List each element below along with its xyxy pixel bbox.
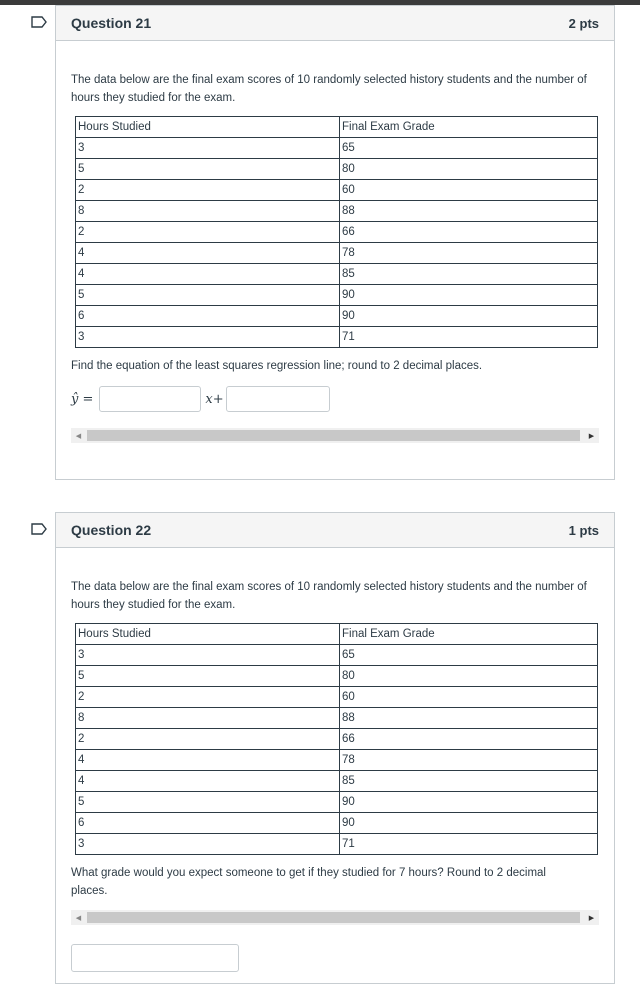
table-row: [76, 792, 598, 813]
cell-grade: 78: [340, 243, 598, 264]
table-row: [76, 666, 598, 687]
cell-hours: 2: [76, 180, 340, 201]
answer-input[interactable]: [71, 944, 239, 972]
header-grade: Final Exam Grade: [340, 624, 598, 645]
cell-grade: 65: [340, 645, 598, 666]
cell-grade: 60: [340, 180, 598, 201]
regression-equation: [71, 384, 599, 414]
cell-hours: 4: [76, 750, 340, 771]
table-header-row: [76, 117, 598, 138]
scroll-left-arrow-icon[interactable]: ◀: [75, 914, 82, 922]
question-prompt: What grade would you expect someone to get if they studied for 7 hours? Round to 2 decimal places.: [71, 867, 546, 897]
scrollbar-thumb[interactable]: [87, 912, 580, 923]
cell-grade: 85: [340, 264, 598, 285]
cell-hours: 5: [76, 792, 340, 813]
cell-hours: 6: [76, 306, 340, 327]
table-row: [76, 180, 598, 201]
data-table: [75, 116, 598, 348]
cell-hours: 4: [76, 771, 340, 792]
question-prompt: Find the equation of the least squares regression line; round to 2 decimal places.: [71, 360, 483, 372]
question-points: 1 pts: [568, 522, 599, 538]
cell-grade: 88: [340, 708, 598, 729]
cell-grade: 66: [340, 729, 598, 750]
cell-grade: 78: [340, 750, 598, 771]
table-header-row: [76, 624, 598, 645]
cell-grade: 85: [340, 771, 598, 792]
question-points: 2 pts: [568, 15, 599, 31]
cell-hours: 2: [76, 222, 340, 243]
header-grade: Final Exam Grade: [340, 117, 598, 138]
flag-question-icon[interactable]: [31, 523, 47, 535]
cell-hours: 6: [76, 813, 340, 834]
cell-grade: 80: [340, 666, 598, 687]
question-intro: The data below are the final exam scores of 10 randomly selected history students and the number of hours they studied for the exam.: [71, 74, 587, 104]
cell-grade: 66: [340, 222, 598, 243]
question-header: [56, 6, 614, 41]
horizontal-scrollbar[interactable]: [71, 910, 599, 925]
cell-grade: 80: [340, 159, 598, 180]
cell-hours: 5: [76, 666, 340, 687]
cell-hours: 8: [76, 201, 340, 222]
question-title: Question 21: [71, 15, 152, 31]
table-row: [76, 264, 598, 285]
table-row: [76, 327, 598, 348]
cell-grade: 90: [340, 792, 598, 813]
table-row: [76, 285, 598, 306]
cell-hours: 3: [76, 834, 340, 855]
cell-grade: 90: [340, 285, 598, 306]
table-row: [76, 306, 598, 327]
header-hours: Hours Studied: [76, 117, 340, 138]
flag-question-icon[interactable]: [31, 16, 47, 28]
cell-hours: 3: [76, 138, 340, 159]
cell-grade: 71: [340, 834, 598, 855]
scrollbar-thumb[interactable]: [87, 430, 580, 441]
cell-hours: 4: [76, 243, 340, 264]
table-row: [76, 687, 598, 708]
table-row: [76, 771, 598, 792]
table-row: [76, 201, 598, 222]
table-row: [76, 243, 598, 264]
cell-grade: 90: [340, 813, 598, 834]
cell-grade: 71: [340, 327, 598, 348]
table-row: [76, 834, 598, 855]
table-row: [76, 159, 598, 180]
question-title: Question 22: [71, 522, 152, 538]
table-row: [76, 222, 598, 243]
cell-grade: 65: [340, 138, 598, 159]
question-header: [56, 513, 614, 548]
question-intro: The data below are the final exam scores of 10 randomly selected history students and the number of hours they studied for the exam.: [71, 581, 587, 611]
cell-hours: 5: [76, 285, 340, 306]
table-row: [76, 138, 598, 159]
cell-grade: 90: [340, 306, 598, 327]
scroll-right-arrow-icon[interactable]: ▶: [588, 432, 595, 440]
scroll-left-arrow-icon[interactable]: ◀: [75, 432, 82, 440]
horizontal-scrollbar[interactable]: [71, 428, 599, 443]
y-hat-symbol: ŷ =: [71, 391, 94, 407]
question-card-21: [55, 5, 615, 480]
cell-hours: 3: [76, 645, 340, 666]
intercept-input[interactable]: [226, 386, 330, 412]
cell-hours: 2: [76, 687, 340, 708]
cell-hours: 4: [76, 264, 340, 285]
scroll-right-arrow-icon[interactable]: ▶: [588, 914, 595, 922]
cell-hours: 3: [76, 327, 340, 348]
cell-grade: 88: [340, 201, 598, 222]
cell-grade: 60: [340, 687, 598, 708]
table-row: [76, 729, 598, 750]
table-row: [76, 645, 598, 666]
x-plus-symbol: x+: [205, 391, 224, 407]
cell-hours: 8: [76, 708, 340, 729]
cell-hours: 5: [76, 159, 340, 180]
cell-hours: 2: [76, 729, 340, 750]
question-card-22: [55, 512, 615, 984]
data-table: [75, 623, 598, 855]
slope-input[interactable]: [99, 386, 201, 412]
table-row: [76, 750, 598, 771]
header-hours: Hours Studied: [76, 624, 340, 645]
table-row: [76, 708, 598, 729]
table-row: [76, 813, 598, 834]
